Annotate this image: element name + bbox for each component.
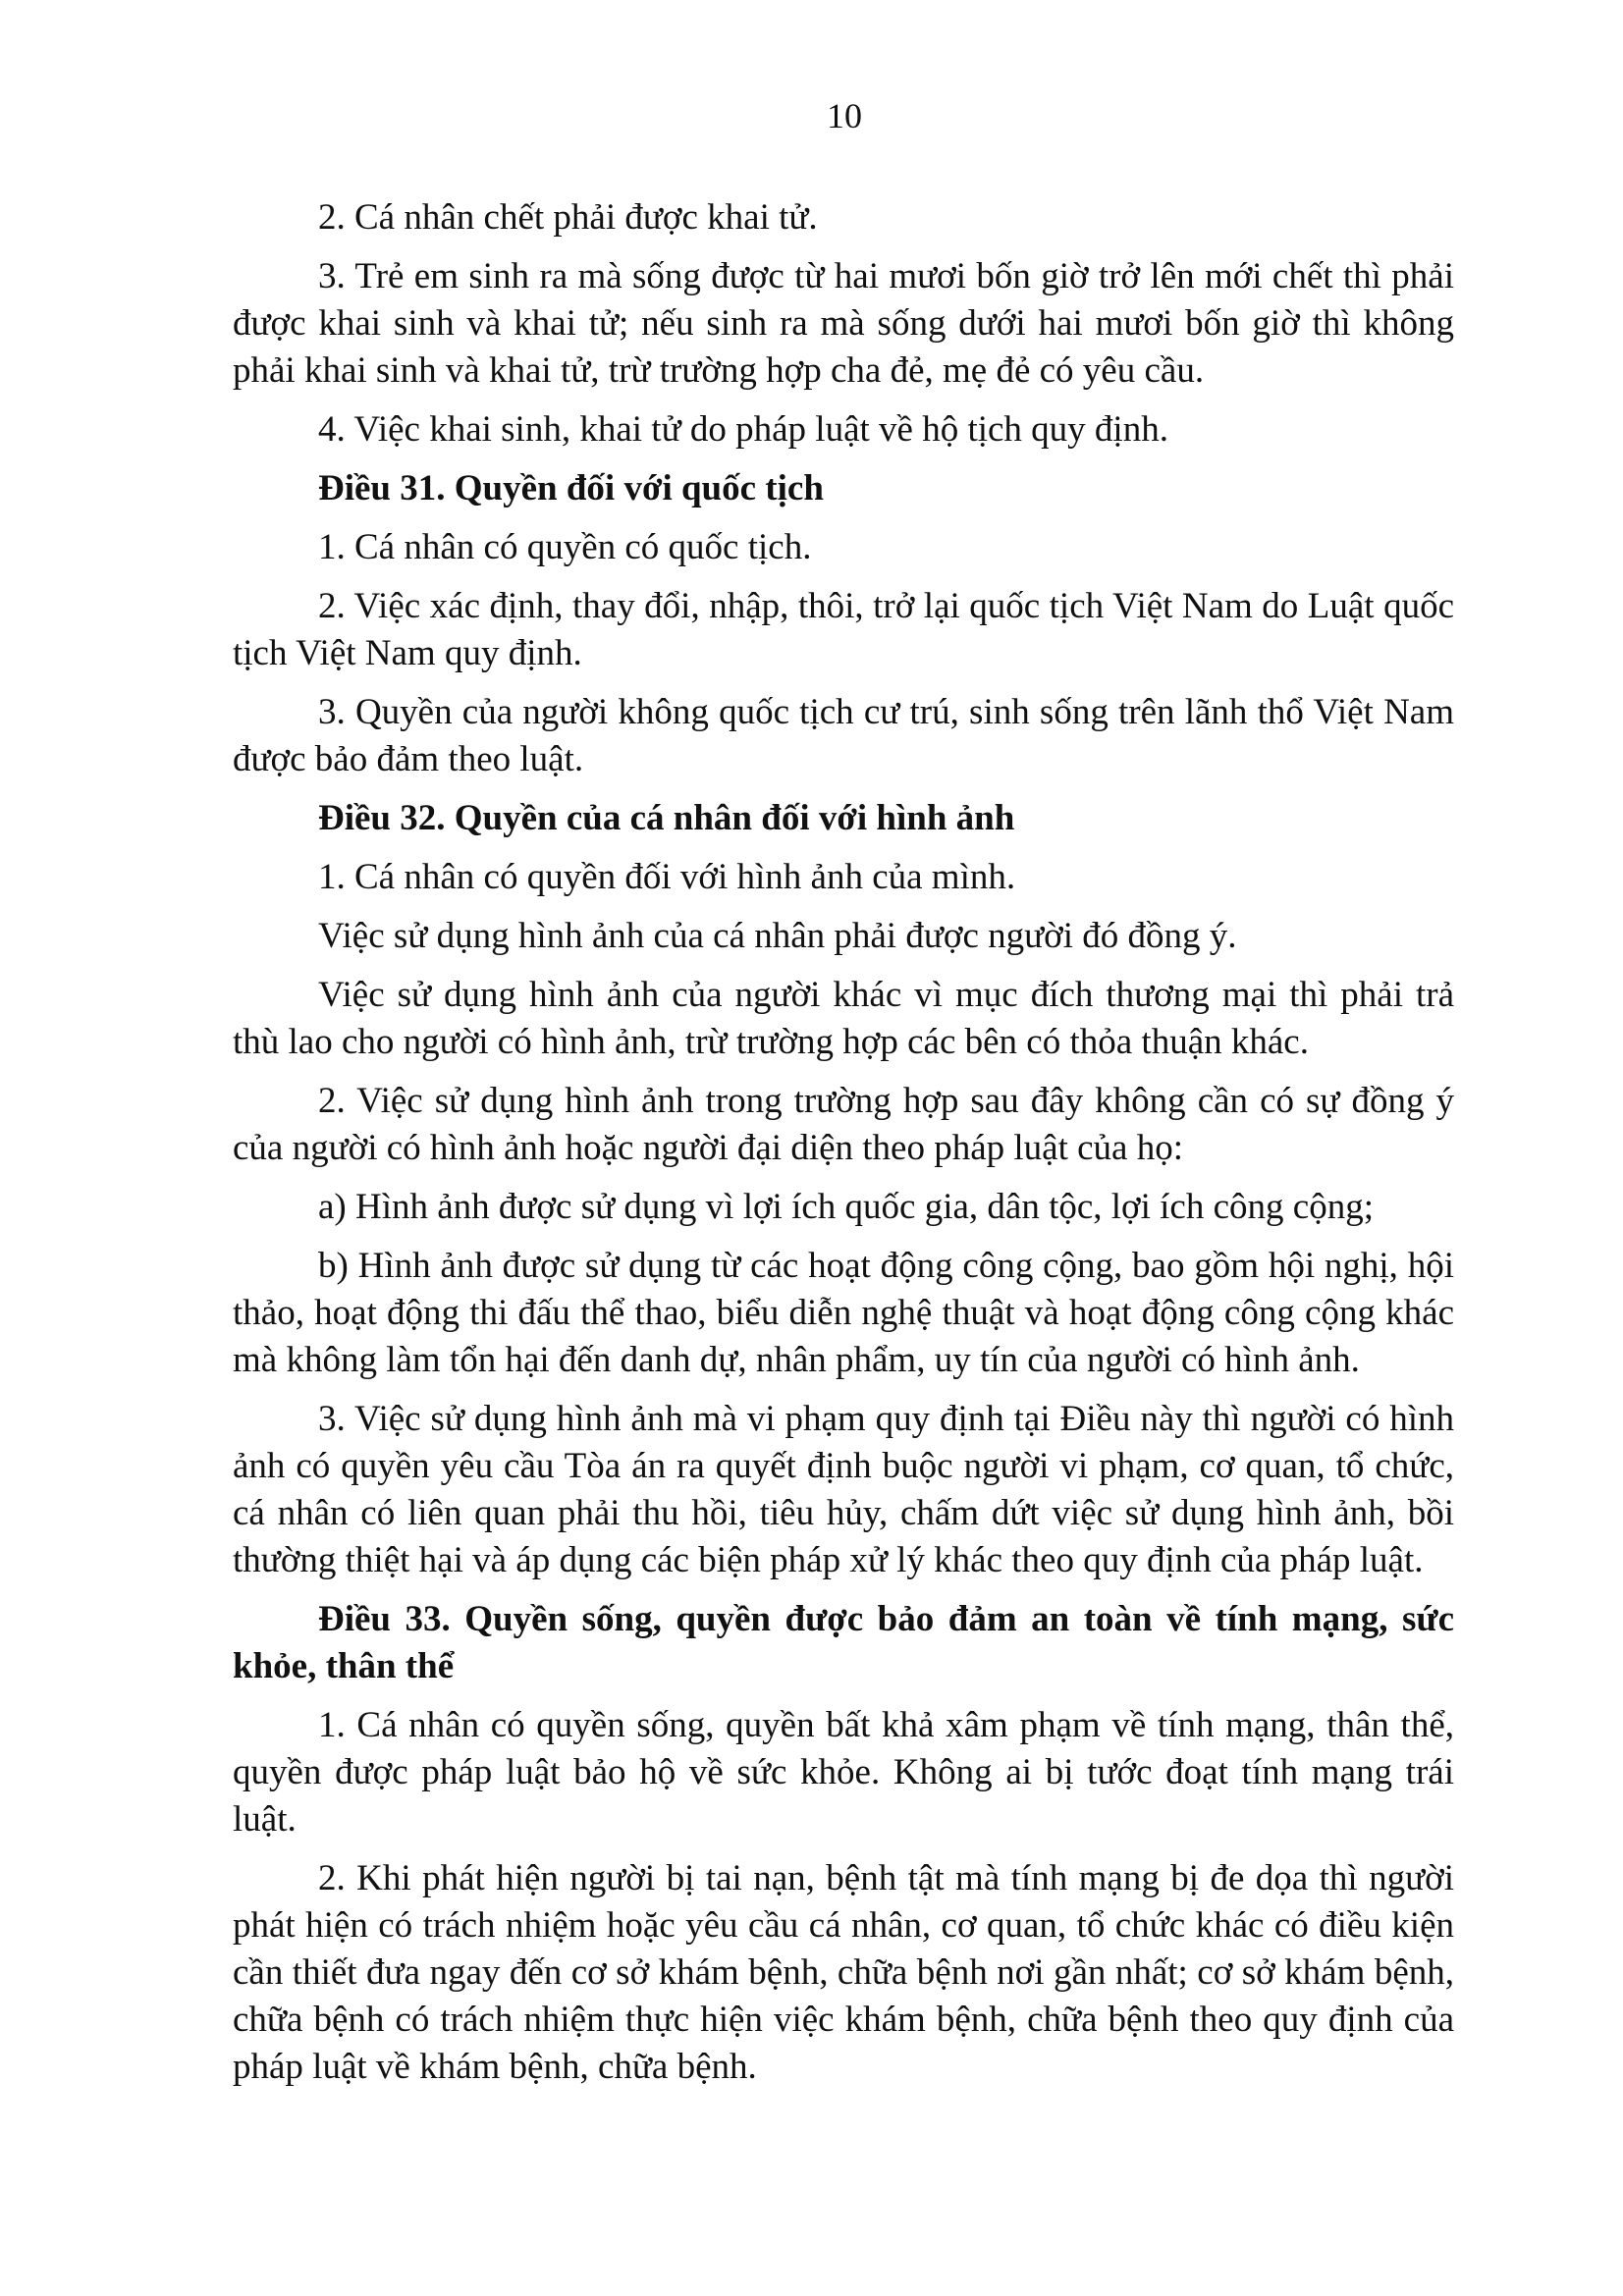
page-number: 10 xyxy=(827,96,862,135)
article-heading-32: Điều 32. Quyền của cá nhân đối với hình ảnh xyxy=(318,798,1015,838)
paragraph: 1. Cá nhân có quyền đối với hình ảnh của mình. xyxy=(318,857,1016,897)
paragraph: Việc sử dụng hình ảnh của người khác vì mục đích thương mại thì phải trả thù lao cho người có hình ảnh, trừ trường hợp các bên có thỏa thuận khác. xyxy=(233,975,1454,1062)
paragraph: Việc sử dụng hình ảnh của cá nhân phải được người đó đồng ý. xyxy=(318,916,1237,956)
paragraph: 2. Việc sử dụng hình ảnh trong trường hợp sau đây không cần có sự đồng ý của người có hình ảnh hoặc người đại diện theo pháp luật của họ: xyxy=(233,1081,1454,1168)
paragraph: 1. Cá nhân có quyền sống, quyền bất khả xâm phạm về tính mạng, thân thể, quyền được pháp luật bảo hộ về sức khỏe. Không ai bị tước đoạt tính mạng trái luật. xyxy=(233,1705,1454,1840)
paragraph: 3. Việc sử dụng hình ảnh mà vi phạm quy định tại Điều này thì người có hình ảnh có quyền yêu cầu Tòa án ra quyết định buộc người vi phạm, cơ quan, tổ chức, cá nhân có liên quan phải thu hồi, tiêu hủy, chấm dứt việc sử dụng hình ảnh, bồi thường thiệt hại và áp dụng các biện pháp xử lý khác theo quy định của pháp luật. xyxy=(233,1399,1454,1580)
article-heading-31: Điều 31. Quyền đối với quốc tịch xyxy=(318,468,824,508)
paragraph: 3. Quyền của người không quốc tịch cư trú, sinh sống trên lãnh thổ Việt Nam được bảo đảm theo luật. xyxy=(233,692,1454,779)
document-body xyxy=(233,194,1454,2103)
paragraph: 1. Cá nhân có quyền có quốc tịch. xyxy=(318,527,812,567)
paragraph: 2. Việc xác định, thay đổi, nhập, thôi, trở lại quốc tịch Việt Nam do Luật quốc tịch Việt Nam quy định. xyxy=(233,586,1454,673)
paragraph: 2. Khi phát hiện người bị tai nạn, bệnh tật mà tính mạng bị đe dọa thì người phát hiện có trách nhiệm hoặc yêu cầu cá nhân, cơ quan, tổ chức khác có điều kiện cần thiết đưa ngay đến cơ sở khám bệnh, chữa bệnh nơi gần nhất; cơ sở khám bệnh, chữa bệnh có trách nhiệm thực hiện việc khám bệnh, chữa bệnh theo quy định của pháp luật về khám bệnh, chữa bệnh. xyxy=(233,1858,1454,2087)
paragraph: a) Hình ảnh được sử dụng vì lợi ích quốc gia, dân tộc, lợi ích công cộng; xyxy=(318,1187,1374,1227)
paragraph: 2. Cá nhân chết phải được khai tử. xyxy=(318,197,818,238)
paragraph: b) Hình ảnh được sử dụng từ các hoạt động công cộng, bao gồm hội nghị, hội thảo, hoạt động thi đấu thể thao, biểu diễn nghệ thuật và hoạt động công cộng khác mà không làm tổn hại đến danh dự, nhân phẩm, uy tín của người có hình ảnh. xyxy=(233,1246,1454,1380)
paragraph: 4. Việc khai sinh, khai tử do pháp luật về hộ tịch quy định. xyxy=(318,409,1168,450)
paragraph: 3. Trẻ em sinh ra mà sống được từ hai mươi bốn giờ trở lên mới chết thì phải được khai sinh và khai tử; nếu sinh ra mà sống dưới hai mươi bốn giờ thì không phải khai sinh và khai tử, trừ trường hợp cha đẻ, mẹ đẻ có yêu cầu. xyxy=(233,256,1454,391)
article-heading-33: Điều 33. Quyền sống, quyền được bảo đảm an toàn về tính mạng, sức khỏe, thân thể xyxy=(233,1599,1454,1686)
